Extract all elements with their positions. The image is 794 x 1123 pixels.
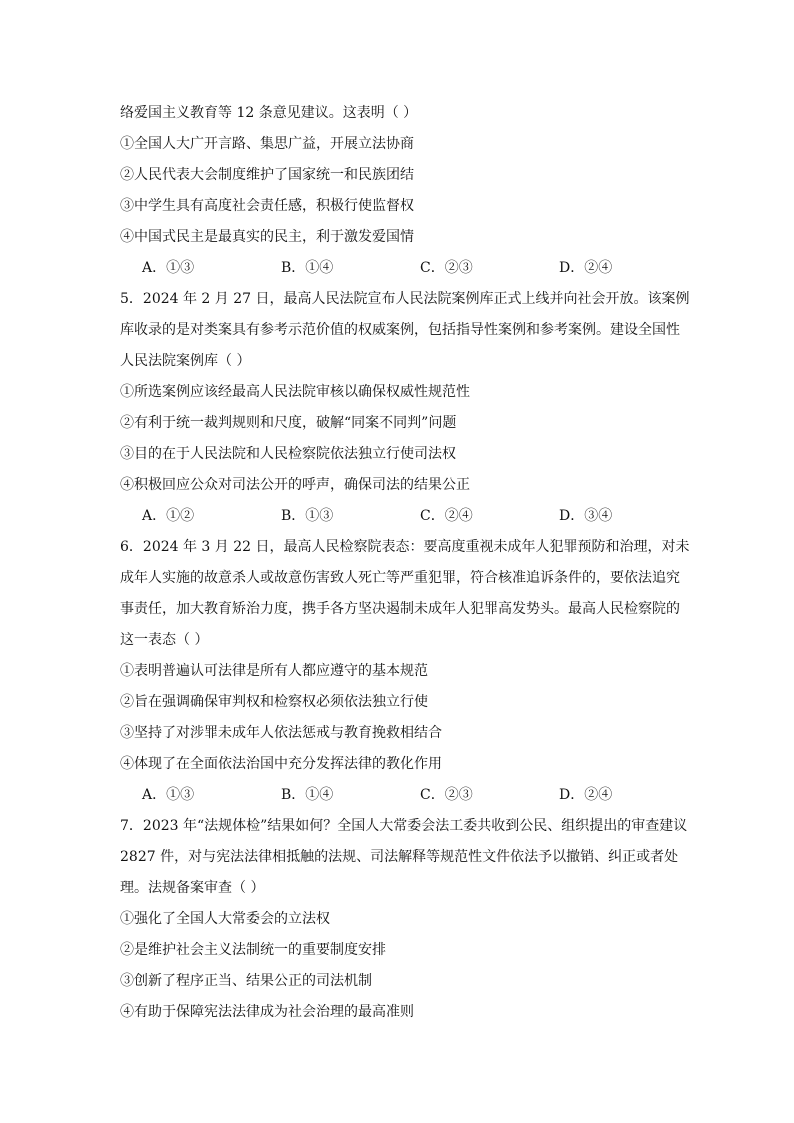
q7-stem-line-1: 7．2023 年“法规体检”结果如何？全国人大常委会法工委共收到公民、组织提出的审查建议 — [120, 818, 688, 834]
q6-stem-line-4: 这一表态（ ） — [120, 632, 209, 648]
q6-option-c[interactable]: C．②③ — [420, 787, 473, 803]
q5-statement-3: ③目的在于人民法院和人民检察院依法独立行使司法权 — [120, 446, 456, 462]
q6-statement-3: ③坚持了对涉罪未成年人依法惩戒与教育挽救相结合 — [120, 725, 442, 741]
q5-statement-4: ④积极回应公众对司法公开的呼声，确保司法的结果公正 — [120, 477, 470, 493]
q6-statement-1: ①表明普遍认可法律是所有人都应遵守的基本规范 — [120, 663, 428, 679]
q4-option-d[interactable]: D．②④ — [559, 260, 613, 276]
q6-stem-line-1: 6．2024 年 3 月 22 日，最高人民检察院表态：要高度重视未成年人犯罪预防和治理，对未 — [120, 539, 690, 555]
q4-statement-4: ④中国式民主是最真实的民主，利于激发爱国情 — [120, 229, 414, 245]
q7-statement-2: ②是维护社会主义法制统一的重要制度安排 — [120, 942, 386, 958]
q6-options — [120, 780, 686, 811]
q4-option-a[interactable]: A．①③ — [142, 260, 195, 276]
q5-options — [120, 501, 686, 532]
question-content — [120, 98, 690, 1028]
q5-stem-line-3: 人民法院案例库（ ） — [120, 353, 251, 369]
q5-statement-1: ①所选案例应该经最高人民法院审核以确保权威性规范性 — [120, 384, 470, 400]
q4-statement-1: ①全国人大广开言路、集思广益，开展立法协商 — [120, 136, 414, 152]
q4-statement-3: ③中学生具有高度社会责任感，积极行使监督权 — [120, 198, 414, 214]
q4-statement-2: ②人民代表大会制度维护了国家统一和民族团结 — [120, 167, 414, 183]
q6-option-a[interactable]: A．①③ — [142, 787, 195, 803]
q7-statement-4: ④有助于保障宪法法律成为社会治理的最高准则 — [120, 1004, 414, 1020]
q4-option-c[interactable]: C．②③ — [420, 260, 473, 276]
q4-options — [120, 253, 686, 284]
q6-stem-line-2: 成年人实施的故意杀人或故意伤害致人死亡等严重犯罪，符合核准追诉条件的，要依法追究 — [120, 570, 680, 586]
q5-option-a[interactable]: A．①② — [142, 508, 195, 524]
q5-option-d[interactable]: D．③④ — [559, 508, 613, 524]
q5-statement-2: ②有利于统一裁判规则和尺度，破解“同案不同判”问题 — [120, 415, 457, 431]
q7-statement-3: ③创新了程序正当、结果公正的司法机制 — [120, 973, 372, 989]
q7-stem-line-3: 理。法规备案审查（ ） — [120, 880, 265, 896]
q7-statement-1: ①强化了全国人大常委会的立法权 — [120, 911, 330, 927]
q7-stem-line-2: 2827 件，对与宪法法律相抵触的法规、司法解释等规范性文件依法予以撤销、纠正或者处 — [120, 849, 679, 865]
q5-option-c[interactable]: C．②④ — [420, 508, 473, 524]
q6-stem-line-3: 事责任，加大教育矫治力度，携手各方坚决遏制未成年人犯罪高发势头。最高人民检察院的 — [120, 601, 680, 617]
q6-option-b[interactable]: B．①④ — [281, 787, 334, 803]
q6-option-d[interactable]: D．②④ — [559, 787, 613, 803]
q6-statement-4: ④体现了在全面依法治国中充分发挥法律的教化作用 — [120, 756, 442, 772]
q4-option-b[interactable]: B．①④ — [281, 260, 334, 276]
q6-statement-2: ②旨在强调确保审判权和检察权必须依法独立行使 — [120, 694, 428, 710]
q5-stem-line-2: 库收录的是对类案具有参考示范价值的权威案例，包括指导性案例和参考案例。建设全国性 — [120, 322, 680, 338]
q5-stem-line-1: 5．2024 年 2 月 27 日，最高人民法院宣布人民法院案例库正式上线并向社会开放。该案例 — [120, 291, 690, 307]
q5-option-b[interactable]: B．①③ — [281, 508, 334, 524]
q4-stem-tail: 络爱国主义教育等 12 条意见建议。这表明（ ） — [120, 105, 418, 121]
